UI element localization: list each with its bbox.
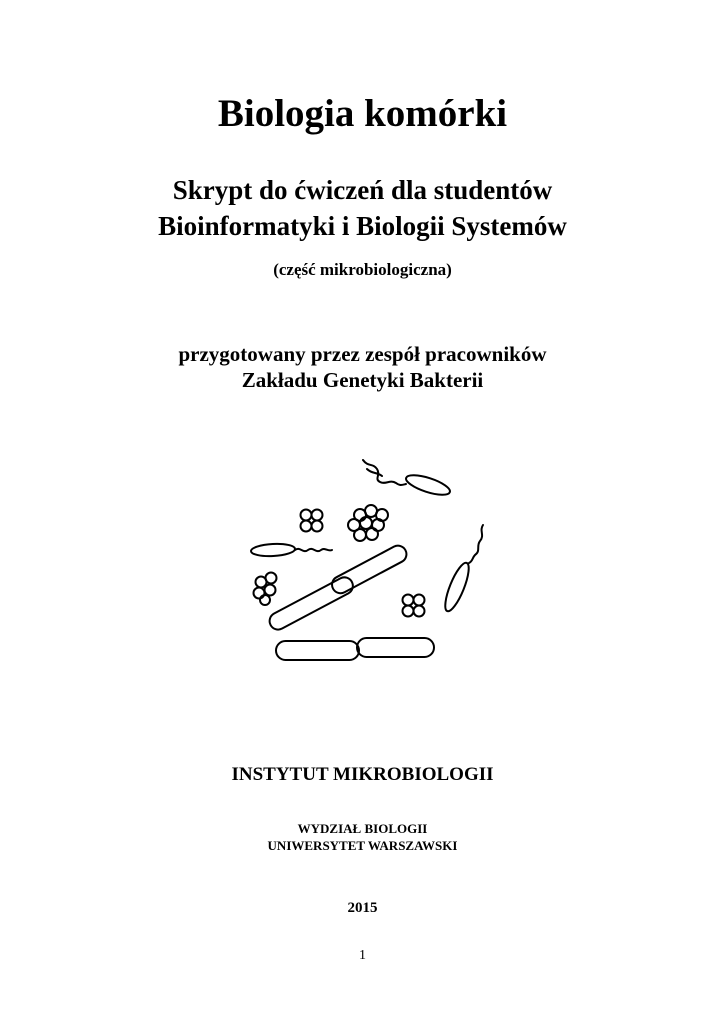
bacteria-illustration-icon	[240, 455, 490, 670]
prepared-by-line-1: przygotowany przez zespół pracowników	[178, 342, 547, 366]
tetrad-right	[403, 595, 425, 617]
subtitle-line-2: Bioinformatyki i Biologii Systemów	[158, 211, 567, 241]
diplobacillus-diagonal	[267, 543, 410, 633]
flagellated-rod-top	[363, 460, 452, 499]
institute-name: INSTYTUT MIKROBIOLOGII	[231, 764, 494, 785]
flagellated-rod-left	[251, 543, 332, 557]
coccus-cluster-left	[301, 510, 323, 532]
university-name: UNIWERSYTET WARSZAWSKI	[267, 838, 458, 853]
diplobacillus-bottom	[276, 638, 434, 660]
part-note: (część mikrobiologiczna)	[273, 260, 452, 279]
coccus-cluster-bottom-left	[254, 573, 277, 606]
staphylococcus-cluster	[348, 505, 388, 541]
page-number: 1	[359, 948, 366, 963]
faculty-name: WYDZIAŁ BIOLOGII	[297, 821, 428, 836]
subtitle-line-1: Skrypt do ćwiczeń dla studentów	[172, 175, 553, 205]
document-title: Biologia komórki	[217, 92, 508, 135]
publication-year: 2015	[347, 900, 378, 916]
flagellated-vibrio-right	[441, 525, 483, 614]
prepared-by-line-2: Zakładu Genetyki Bakterii	[241, 368, 484, 392]
